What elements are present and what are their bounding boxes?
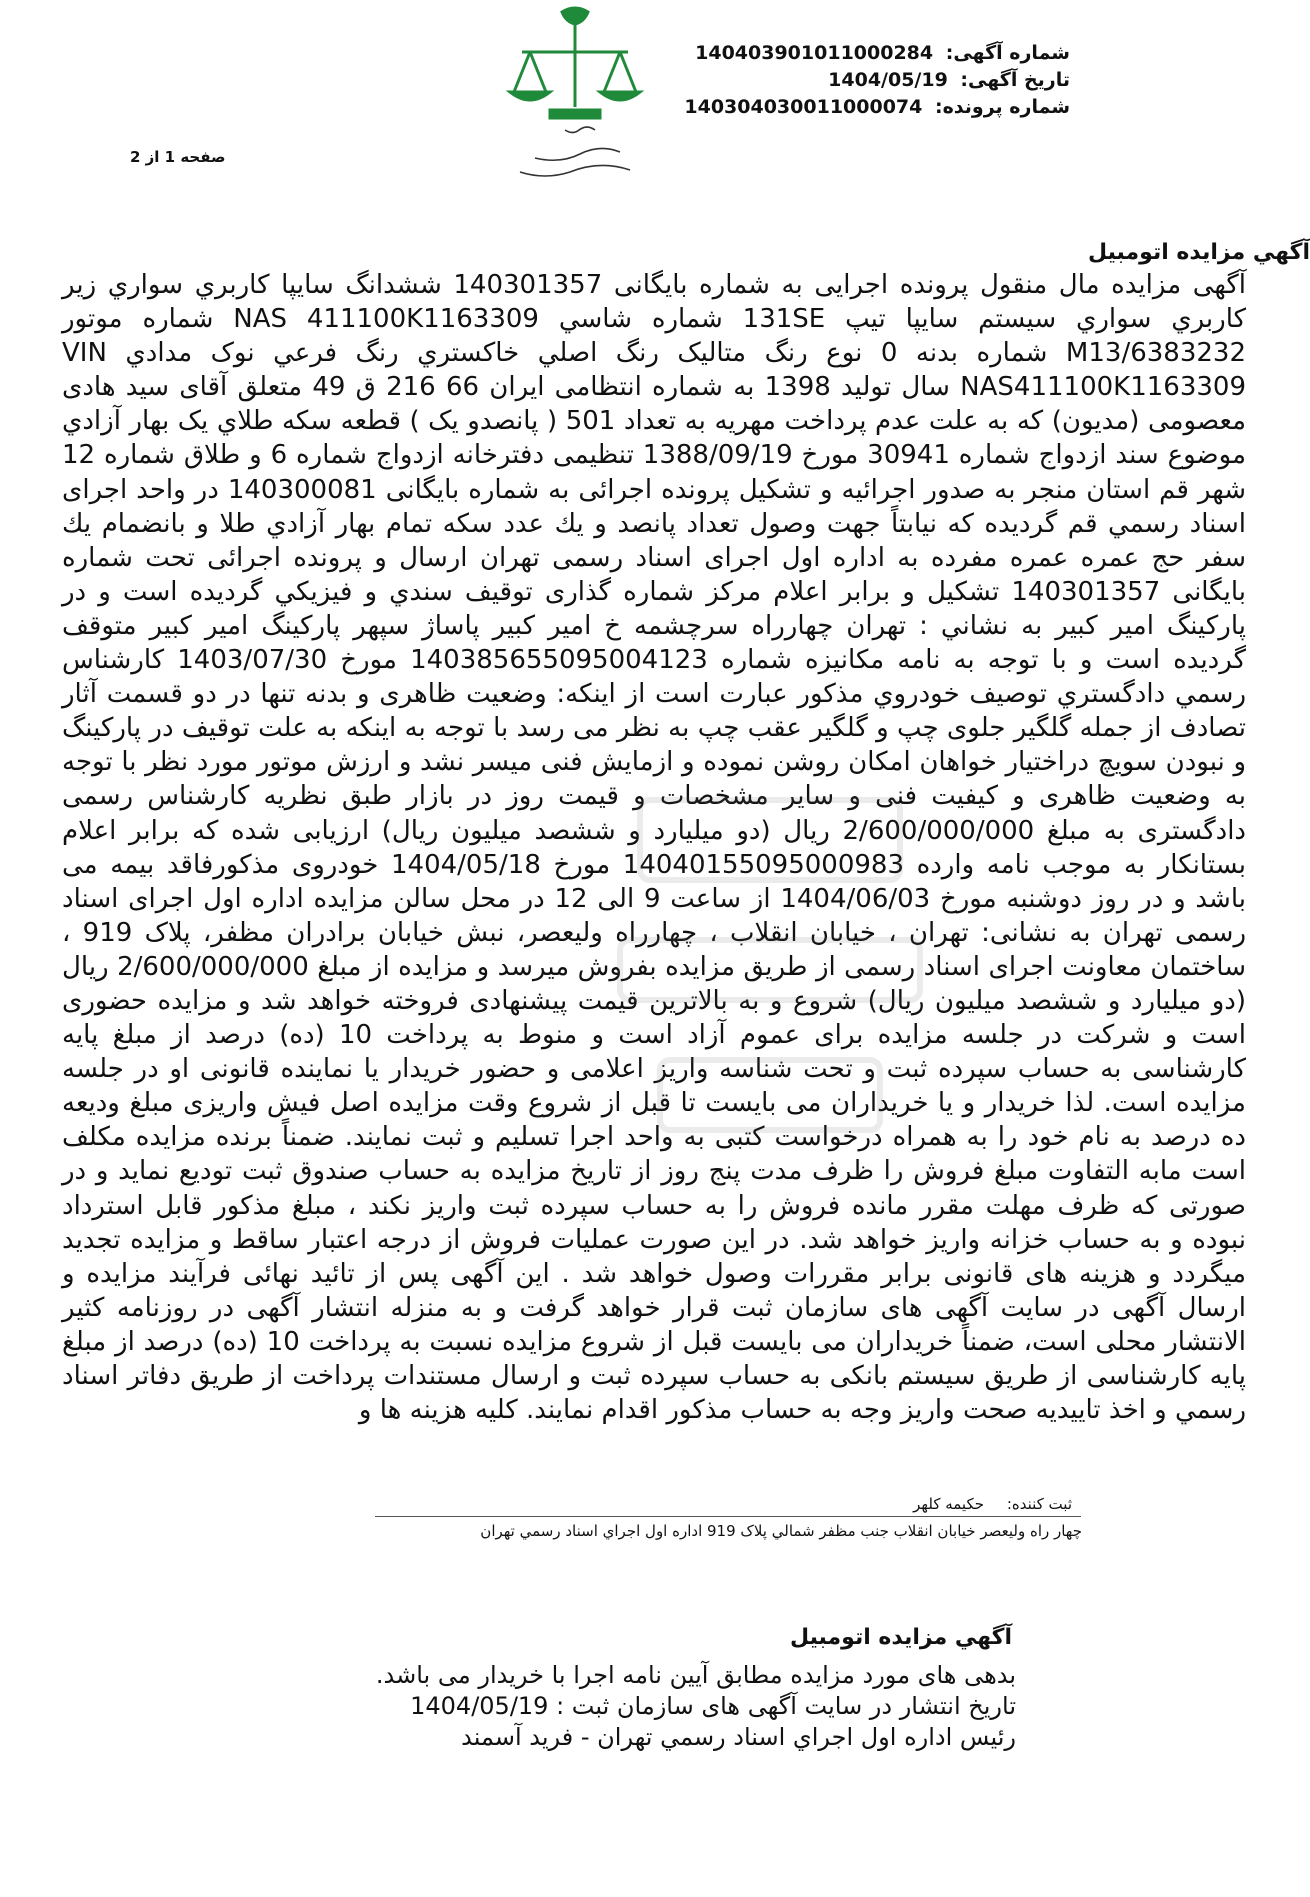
footer-line-debts: بدهی های مورد مزایده مطابق آیین نامه اجرا با خریدار می باشد. <box>375 1661 1016 1689</box>
ad-title: آگهي مزايده اتومبيل <box>1087 240 1310 265</box>
footer-notes <box>316 1660 1016 1753</box>
ad-number-row <box>684 40 1070 67</box>
ad-number-label: شماره آگهی: <box>945 42 1070 64</box>
ad-number: 14040390101100028﻿4 <box>695 42 934 64</box>
registrar-label: ثبت کننده: <box>1006 1495 1072 1513</box>
divider-line <box>375 1516 1081 1517</box>
ad-body-text: آگهی مزایده مال منقول پرونده اجرایی به شماره بایگانی 140301357 ششدانگ سايپا كاربري سواري زير كاربري سواري سيستم سايپا تيپ 131SE شماره شاسي NAS 411100K1163309 شماره موتور M13/6383232 شماره بدنه 0 نوع رنگ متاليک رنگ اصلي خاكستري رنگ فرعي نوک مدادي VIN NAS411100K1163309 سال توليد 1398 به شماره انتظامی ایران 66 216 ق 49 متعلق آقای سید هادی معصومی (مدیون) كه به علت عدم پرداخت مهریه به تعداد 501 ( پانصدو یک ) قطعه سكه طلاي یک بهار آزادي موضوع سند ازدواج شماره 30941 مورخ 1388/09/19 تنظیمی دفترخانه ازدواج شماره 6 و طلاق شماره 12 شهر قم استان منجر به صدور اجرائیه و تشکیل پرونده اجرائی به شماره بایگانی 140300081 در واحد اجرای اسناد رسمي قم گردیده كه نيابتاً جهت وصول تعداد پانصد و يك عدد سكه تمام بهار آزادي طلا و بانضمام يك سفر حج عمره عمره مفرده به اداره اول اجرای اسناد رسمی تهران ارسال و پرونده اجرائی تحت شماره بایگانی 140301357 تشکیل و برابر اعلام مرکز شماره گذاری توقيف سندي و فيزيكي گرديده است و در پاركينگ امير كبير به نشاني : تهران چهارراه سرچشمه خ امیر کبیر پاساژ سپهر پارکینگ امير كبير متوقف گرديده است و با توجه به نامه مكانيزه شماره 140385655095004123 مورخ 1403/07/30 كارشناس رسمي دادگستري توصيف خودروي مذكور عبارت است از اينكه: وضعیت ظاهری و بدنه تنها در دو قسمت آثار تصادف از جمله گلگیر جلوی چپ و گلگیر عقب چپ به نظر می رسد با توجه به اینکه به علت توقیف در پارکینگ و نبودن سویچ دراختیار خواهان امکان روشن نموده و ازمایش فنی میسر نشد و ارزش موتور مورد نظر با توجه به وضعیت ظاهری و کیفیت فنی و سایر مشخصات و قیمت روز در بازار طبق نظریه کارشناس رسمی دادگستری به مبلغ 2/600/000/000 ریال (دو میلیارد و ششصد میلیون ریال) ارزیابی شده كه برابر اعلام بستانكار به موجب نامه وارده 14040155095000983 مورخ 1404/05/18 خودروی مذکورفاقد بیمه می باشد و در روز دوشنبه مورخ 1404/06/03 از ساعت 9 الی 12 در محل سالن مزایده اداره اول اجرای اسناد رسمی تهران به نشانی: تهران ، خیابان انقلاب ، چهارراه ولیعصر، نبش خیابان برادران مظفر، پلاک 919 ، ساختمان معاونت اجرای اسناد رسمی از طريق مزايده بفروش ميرسد و مزايده از مبلغ 2/600/000/000 ریال (دو میلیارد و ششصد میلیون ریال) شروع و به بالاترین قیمت پیشنهادی فروخته خواهد شد و مزایده حضوری است و شرکت در جلسه مزایده برای عموم آزاد است و منوط به پرداخت 10 (ده) درصد از مبلغ پایه کارشناسی به حساب سپرده ثبت و تحت شناسه واریز اعلامی و حضور خریدار یا نماینده قانونی او در جلسه مزایده است. لذا خریدار و یا خریداران می بایست تا قبل از شروع وقت مزایده اصل فیش واریزی مبلغ ودیعه ده درصد به نام خود را به همراه درخواست کتبی به واحد اجرا تسلیم و ثبت نمایند. ضمناً برنده مزایده مکلف است مابه التفاوت مبلغ فروش را ظرف مدت پنج روز از تاریخ مزایده به حساب صندوق ثبت تودیع نماید و در صورتی که ظرف مهلت مقرر مانده فروش را به حساب سپرده ثبت واریز نکند ، مبلغ مذکور قابل استرداد نبوده و به حساب خزانه واریز خواهد شد. در این صورت عملیات فروش از درجه اعتبار ساقط و مزایده تجدید میگردد و هزینه های قانونی برابر مقررات وصول خواهد شد . این آگهی پس از تائید نهائی فرآیند مزایده و ارسال آگهی در سایت آگهی های سازمان ثبت قرار خواهد گرفت و به منزله انتشار آگهی در روزنامه کثیر الانتشار محلی است، ضمناً خريداران می بايست قبل از شروع مزايده نسبت به پرداخت 10 (ده) درصد از مبلغ پايه كارشناسی از طريق سيستم بانكی به حساب سپرده ثبت و ارسال مستندات پرداخت از طريق دفاتر اسناد رسمي و اخذ تاييديه صحت واريز وجه به حساب مذكور اقدام نمايند. كليه هزينه ها و <box>62 270 1247 1426</box>
footer-line-publish-date: تاریخ انتشار در سایت آگهی های سازمان ثبت : 1404/05/19 <box>410 1692 1016 1720</box>
ad-date-row <box>684 67 1070 94</box>
case-number-row <box>684 94 1070 121</box>
registrar-name: حکیمه کلهر <box>913 1495 985 1513</box>
case-number: 140304030011000074 <box>684 96 923 118</box>
ad-date-label: تاریخ آگهی: <box>960 69 1070 91</box>
footer-line-signatory: رئيس اداره اول اجراي اسناد رسمي تهران - فريد آسمند <box>461 1723 1016 1751</box>
judiciary-emblem-logo <box>500 2 650 192</box>
ad-date: 1404/05/19 <box>828 69 948 91</box>
page-number: صفحه 1 از 2 <box>130 148 226 166</box>
case-number-label: شماره پرونده: <box>934 96 1070 118</box>
ad-header-meta <box>684 40 1070 121</box>
office-address: چهار راه وليعصر خيابان انقلاب جنب مظفر شمالي پلاک 919 اداره اول اجراي اسناد رسمي تهران <box>480 1522 1082 1540</box>
registrar-line <box>760 1495 1072 1513</box>
footer-title: آگهي مزايده اتومبيل <box>789 1625 1012 1650</box>
